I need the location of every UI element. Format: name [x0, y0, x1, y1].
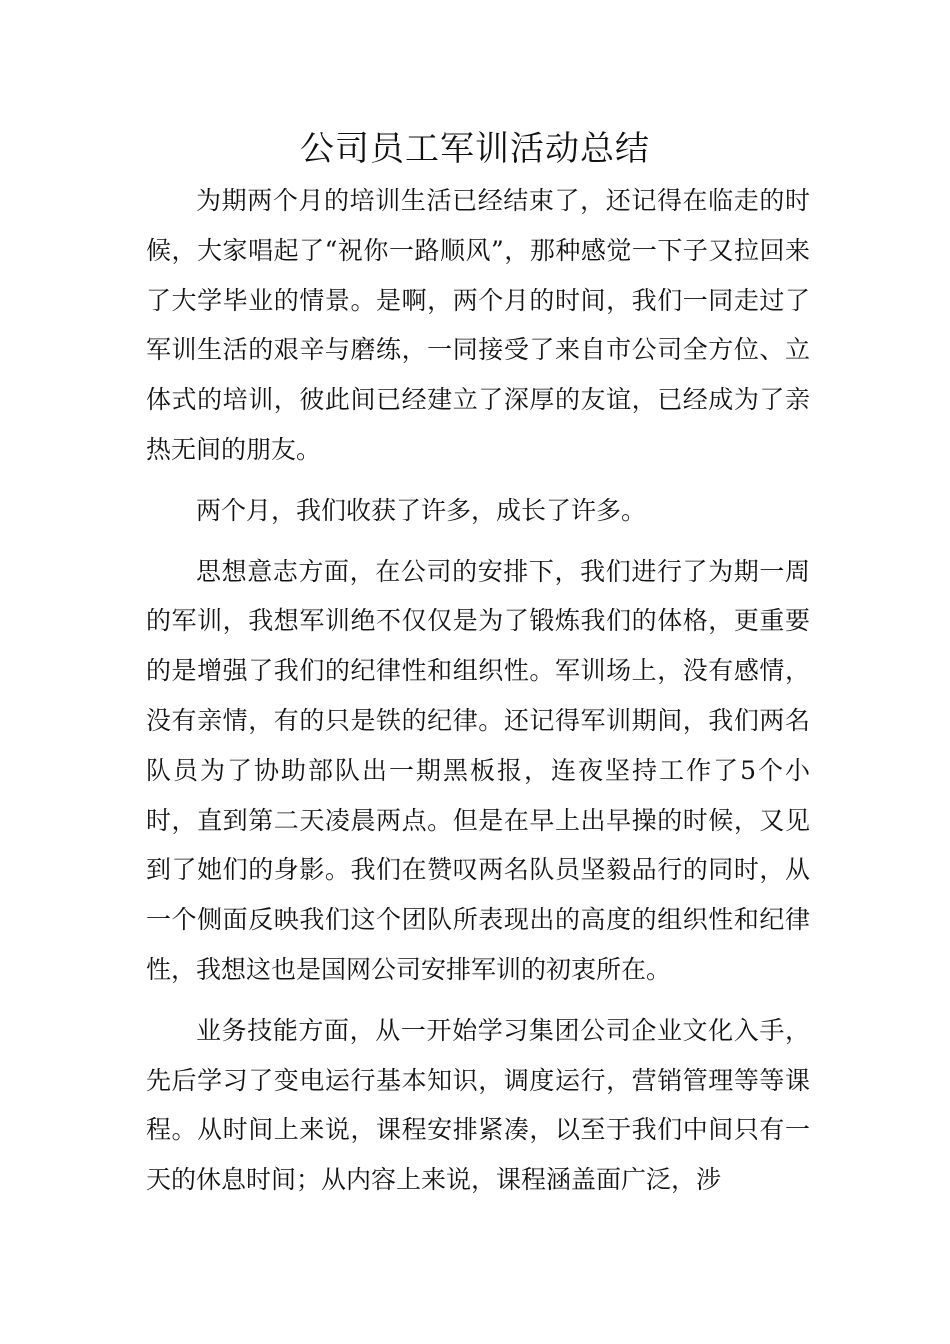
- document-body: [146, 176, 810, 1205]
- paragraph-4: 业务技能方面，从一开始学习集团公司企业文化入手，先后学习了变电运行基本知识，调度运行，营销管理等等课程。从时间上来说，课程安排紧凑，以至于我们中间只有一天的休息时间；从内容上来说，课程涵盖面广泛，涉: [146, 1015, 810, 1195]
- paragraph-2: 两个月，我们收获了许多，成长了许多。: [196, 495, 647, 525]
- paragraph-3: 思想意志方面，在公司的安排下，我们进行了为期一周的军训，我想军训绝不仅仅是为了锻炼我们的体格，更重要的是增强了我们的纪律性和组织性。军训场上，没有感情，没有亲情，有的只是铁的纪律。还记得军训期间，我们两名队员为了协助部队出一期黑板报，连夜坚持工作了5个小时，直到第二天凌晨两点。但是在早上出早操的时候，又见到了她们的身影。我们在赞叹两名队员坚毅品行的同时，从一个侧面反映我们这个团队所表现出的高度的组织性和纪律性，我想这也是国网公司安排军训的初衷所在。: [146, 556, 810, 984]
- document-title: 公司员工军训活动总结: [300, 129, 650, 169]
- paragraph-1: 为期两个月的培训生活已经结束了，还记得在临走的时候，大家唱起了“祝你一路顺风”，那种感觉一下子又拉回来了大学毕业的情景。是啊，两个月的时间，我们一同走过了军训生活的艰辛与磨练，一同接受了来自市公司全方位、立体式的培训，彼此间已经建立了深厚的友谊，已经成为了亲热无间的朋友。: [146, 186, 810, 464]
